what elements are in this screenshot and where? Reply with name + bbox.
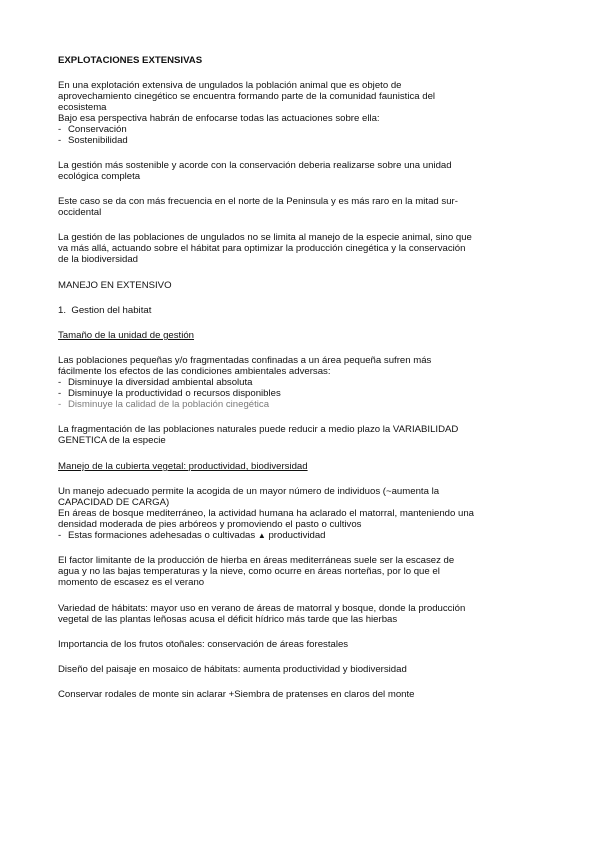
list-item <box>58 531 326 542</box>
dash-bullet: - <box>58 399 62 410</box>
paragraph-line: Este caso se da con más frecuencia en el norte de la Peninsula y es más raro en la mitad sur- <box>58 196 458 207</box>
paragraph-line: Diseño del paisaje en mosaico de hábitats: aumenta productividad y biodiversidad <box>58 664 407 675</box>
list-item-text: Disminuye la productividad o recursos disponibles <box>68 388 281 399</box>
paragraph-line: Importancia de los frutos otoñales: conservación de áreas forestales <box>58 639 349 650</box>
paragraph-line: Las poblaciones pequeñas y/o fragmentadas confinadas a un área pequeña sufren más <box>58 355 432 366</box>
list-item-text: Disminuye la calidad de la población cinegética <box>68 399 270 410</box>
paragraph-line: agua y no las bajas temperaturas y la nieve, como ocurre en áreas norteñas, por lo que el <box>58 566 440 577</box>
paragraph-line: Un manejo adecuado permite la acogida de un mayor número de individuos (~aumenta la <box>58 486 440 497</box>
paragraph-line: fácilmente los efectos de las condiciones ambientales adversas: <box>58 366 331 377</box>
subsection-heading: Manejo de la cubierta vegetal: productividad, biodiversidad <box>58 461 308 472</box>
list-item <box>58 136 128 147</box>
item-text: Gestion del habitat <box>71 305 152 316</box>
up-triangle-icon: ▲ <box>257 531 266 540</box>
dash-bullet: - <box>58 377 62 388</box>
list-item <box>58 400 269 411</box>
numbered-item <box>58 306 151 317</box>
dash-bullet: - <box>58 135 62 146</box>
list-item-text: productividad <box>268 530 326 541</box>
paragraph-line: Variedad de hábitats: mayor uso en verano de áreas de matorral y bosque, donde la producción <box>58 603 466 614</box>
paragraph-line: de la biodiversidad <box>58 254 139 265</box>
list-item-text: Conservación <box>68 124 127 135</box>
intro-line: ecosistema <box>58 102 107 113</box>
paragraph-line: densidad moderada de pies arbóreos y promoviendo el pasto o cultivos <box>58 519 362 530</box>
paragraph-line: vegetal de las plantas leñosas acusa el déficit hídrico más tarde que las hierbas <box>58 614 398 625</box>
paragraph-line: La gestión de las poblaciones de ungulados no se limita al manejo de la especie animal, sino que <box>58 232 472 243</box>
dash-bullet: - <box>58 388 62 399</box>
paragraph-line: La gestión más sostenible y acorde con la conservación deberia realizarse sobre una unidad <box>58 160 452 171</box>
paragraph-line: El factor limitante de la producción de hierba en áreas mediterráneas suele ser la escasez de <box>58 555 455 566</box>
paragraph-line: CAPACIDAD DE CARGA) <box>58 497 170 508</box>
list-item <box>58 389 281 400</box>
dash-bullet: - <box>58 530 62 541</box>
section-heading: MANEJO EN EXTENSIVO <box>58 280 172 291</box>
dash-bullet: - <box>58 124 62 135</box>
intro-line: En una explotación extensiva de ungulados la población animal que es objeto de <box>58 80 402 91</box>
list-item <box>58 378 253 389</box>
paragraph-line: momento de escasez es el verano <box>58 577 205 588</box>
list-item <box>58 125 127 136</box>
paragraph-line: En áreas de bosque mediterráneo, la actividad humana ha aclarado el matorral, manteniendo una <box>58 508 474 519</box>
paragraph-line: va más allá, actuando sobre el hábitat para optimizar la producción cinegética y la conservación <box>58 243 466 254</box>
list-item-text: Estas formaciones adehesadas o cultivadas <box>68 530 256 541</box>
item-number: 1. <box>58 305 67 316</box>
paragraph-line: Conservar rodales de monte sin aclarar +Siembra de pratenses en claros del monte <box>58 689 415 700</box>
document-title: EXPLOTACIONES EXTENSIVAS <box>58 55 203 66</box>
subsection-heading: Tamaño de la unidad de gestión <box>58 330 195 341</box>
paragraph-line: ecológica completa <box>58 171 141 182</box>
intro-line: Bajo esa perspectiva habrán de enfocarse todas las actuaciones sobre ella: <box>58 113 380 124</box>
intro-line: aprovechamiento cinegético se encuentra formando parte de la comunidad faunistica del <box>58 91 436 102</box>
list-item-text: Sostenibilidad <box>68 135 128 146</box>
paragraph-line: GENETICA de la especie <box>58 435 166 446</box>
paragraph-line: occidental <box>58 207 102 218</box>
list-item-text: Disminuye la diversidad ambiental absoluta <box>68 377 253 388</box>
paragraph-line: La fragmentación de las poblaciones naturales puede reducir a medio plazo la VARIABILIDAD <box>58 424 459 435</box>
